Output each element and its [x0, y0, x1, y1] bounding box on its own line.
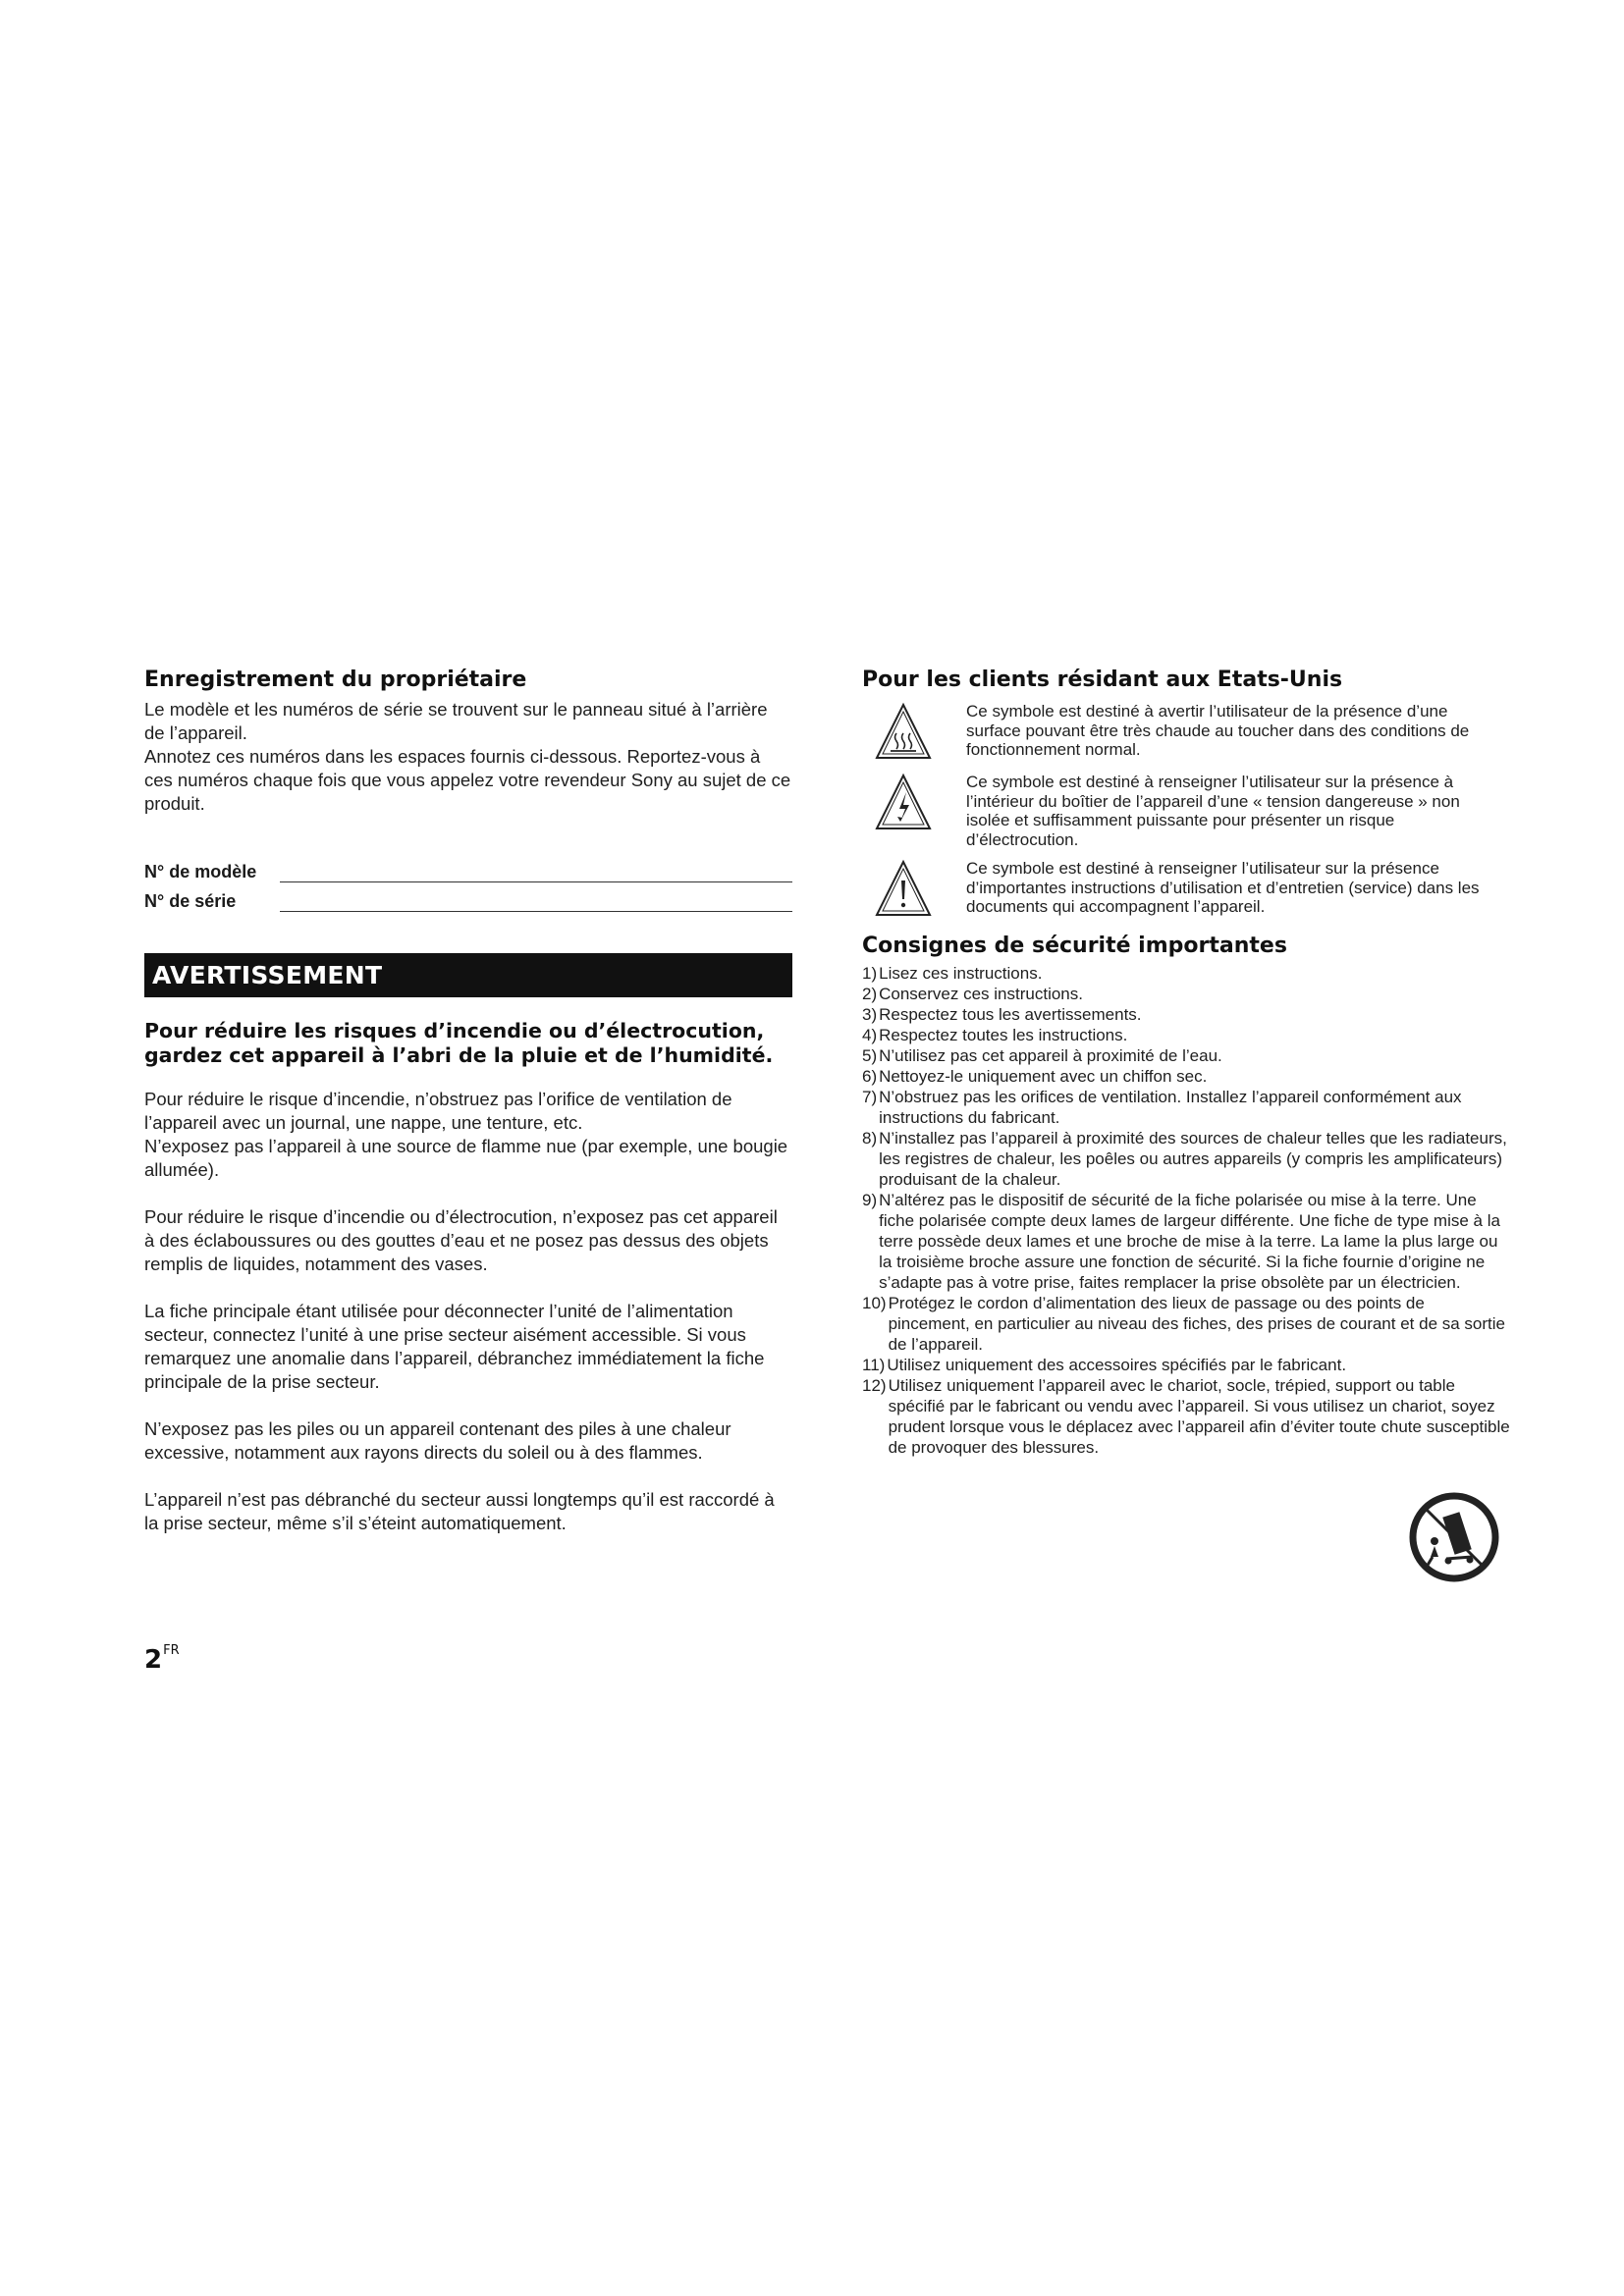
list-item [862, 984, 1510, 1004]
electric-shock-warning-text: Ce symbole est destiné à renseigner l’utilisateur sur la présence à l’intérieur du boîtier de l’appareil d’une « tension dangereuse » non isolée et suffisamment puissante pour présenter un risque d’électrocution. [966, 773, 1460, 849]
list-item-number: 9) [862, 1190, 878, 1209]
owner-registration-title: Enregistrement du propriétaire [144, 667, 527, 692]
warning-paragraph: La fiche principale étant utilisée pour déconnecter l’unité de l’alimentation secteur, connectez l’unité à une prise secteur aisément accessible. Si vous remarquez une anomalie dans l’appareil, débranchez immédiatement la fiche principale de la prise secteur. [144, 1301, 765, 1393]
owner-registration-text [144, 698, 792, 816]
list-item-text: N’utilisez pas cet appareil à proximité de l’eau. [879, 1045, 1222, 1065]
symbol-row [862, 859, 1510, 920]
warning-banner-label: AVERTISSEMENT [152, 961, 383, 990]
list-item-number: 11) [862, 1355, 886, 1374]
warning-title: Pour réduire les risques d’incendie ou d’électrocution, gardez cet appareil à l’abri de la pluie et de l’humidité. [144, 1019, 774, 1068]
list-item [862, 1128, 1510, 1190]
warning-paragraph-group [144, 1088, 792, 1182]
list-item [862, 1087, 1510, 1128]
list-item-number: 12) [862, 1375, 887, 1395]
list-item-text: Respectez toutes les instructions. [879, 1025, 1128, 1044]
list-item-text: Conservez ces instructions. [879, 984, 1083, 1003]
list-item-number: 4) [862, 1025, 878, 1044]
list-item-number: 6) [862, 1066, 878, 1086]
list-item-text: Nettoyez-le uniquement avec un chiffon sec. [879, 1066, 1208, 1086]
left-column [144, 667, 792, 1559]
safety-instructions-title: Consignes de sécurité importantes [862, 934, 1287, 959]
warning-paragraph: L’appareil n’est pas débranché du secteur aussi longtemps qu’il est raccordé à la prise secteur, même s’il s’éteint automatiquement. [144, 1489, 775, 1534]
list-item-number: 2) [862, 984, 878, 1003]
list-item-number: 1) [862, 963, 878, 983]
exclamation-warning-text: Ce symbole est destiné à renseigner l’utilisateur sur la présence d’importantes instructions d’utilisation et d’entretien (service) dans les documents qui accompagnent l’appareil. [966, 859, 1480, 917]
hot-surface-warning-icon [874, 702, 933, 763]
symbol-row [862, 702, 1510, 763]
symbol-row [862, 773, 1510, 849]
warning-paragraph: Pour réduire le risque d’incendie, n’obstruez pas l’orifice de ventilation de l’appareil avec un journal, une nappe, une tenture, etc. [144, 1089, 732, 1134]
page-number [144, 1645, 180, 1675]
right-column [862, 667, 1510, 1458]
hot-surface-warning-text: Ce symbole est destiné à avertir l’utilisateur de la présence d’une surface pouvant être très chaude au toucher dans des conditions de fonctionnement normal. [966, 702, 1470, 760]
owner-paragraph-2: Annotez ces numéros dans les espaces fournis ci-dessous. Reportez-vous à ces numéros chaque fois que vous appelez votre revendeur Sony au sujet de ce produit. [144, 746, 791, 815]
exclamation-warning-icon [874, 859, 933, 920]
list-item [862, 1045, 1510, 1066]
page-number-value: 2 [144, 1645, 163, 1675]
list-item [862, 1293, 1510, 1355]
model-number-label: N° de modèle [144, 862, 257, 882]
usa-customers-title: Pour les clients résidant aux Etats-Unis [862, 667, 1343, 692]
page-language-code: FR [163, 1643, 180, 1658]
cart-tip-over-warning-icon [1409, 1492, 1499, 1582]
list-item-text: Protégez le cordon d’alimentation des lieux de passage ou des points de pincement, en particulier au niveau des fiches, des prises de courant et de sa sortie de l’appareil. [888, 1293, 1505, 1354]
warning-paragraph: N’exposez pas les piles ou un appareil contenant des piles à une chaleur excessive, notamment aux rayons directs du soleil ou à des flammes. [144, 1418, 731, 1464]
list-item-number: 10) [862, 1293, 887, 1312]
model-number-field[interactable] [280, 859, 792, 882]
list-item-text: N’altérez pas le dispositif de sécurité de la fiche polarisée ou mise à la terre. Une fiche polarisée compte deux lames de largeur différente. Une fiche de type mise à la terre possède deux lames et une broche de mise à la terre. La lame la plus large ou la troisième broche assure une fonction de sécurité. Si la fiche fournie d’origine ne s’adapte pas à votre prise, faites remplacer la prise obsolète par un électricien. [879, 1190, 1500, 1292]
list-item-text: Respectez tous les avertissements. [879, 1004, 1142, 1024]
model-number-row [144, 853, 792, 882]
list-item-text: Utilisez uniquement l’appareil avec le chariot, socle, trépied, support ou table spécifié par le fabricant ou vendu avec l’appareil. Si vous utilisez un chariot, soyez prudent lorsque vous le déplacez avec l’appareil afin d’éviter toute chute susceptible de provoquer des blessures. [888, 1375, 1510, 1457]
list-item [862, 1375, 1510, 1458]
list-item-text: Utilisez uniquement des accessoires spécifiés par le fabricant. [887, 1355, 1347, 1374]
serial-number-row [144, 882, 792, 912]
list-item-number: 3) [862, 1004, 878, 1024]
serial-number-label: N° de série [144, 891, 237, 912]
warning-paragraph: Pour réduire le risque d’incendie ou d’électrocution, n’exposez pas cet appareil à des éclaboussures ou des gouttes d’eau et ne posez pas dessus des objets remplis de liquides, notamment des vases. [144, 1206, 778, 1275]
safety-instructions-list [862, 963, 1510, 1458]
serial-number-field[interactable] [280, 888, 792, 912]
list-item [862, 1004, 1510, 1025]
electric-shock-warning-icon [874, 773, 933, 833]
warning-banner [144, 953, 792, 997]
list-item-number: 8) [862, 1128, 878, 1148]
list-item [862, 1190, 1510, 1293]
list-item-number: 7) [862, 1087, 878, 1106]
warning-paragraph: N’exposez pas l’appareil à une source de flamme nue (par exemple, une bougie allumée). [144, 1136, 788, 1181]
owner-paragraph-1: Le modèle et les numéros de série se trouvent sur le panneau situé à l’arrière de l’appareil. [144, 699, 768, 744]
list-item [862, 1066, 1510, 1087]
list-item-text: Lisez ces instructions. [879, 963, 1043, 983]
list-item-number: 5) [862, 1045, 878, 1065]
list-item-text: N’obstruez pas les orifices de ventilation. Installez l’appareil conformément aux instructions du fabricant. [879, 1087, 1462, 1127]
list-item [862, 1355, 1510, 1375]
list-item [862, 963, 1510, 984]
list-item [862, 1025, 1510, 1045]
list-item-text: N’installez pas l’appareil à proximité des sources de chaleur telles que les radiateurs, les registres de chaleur, les poêles ou autres appareils (y compris les amplificateurs) produisant de la chaleur. [879, 1128, 1507, 1189]
